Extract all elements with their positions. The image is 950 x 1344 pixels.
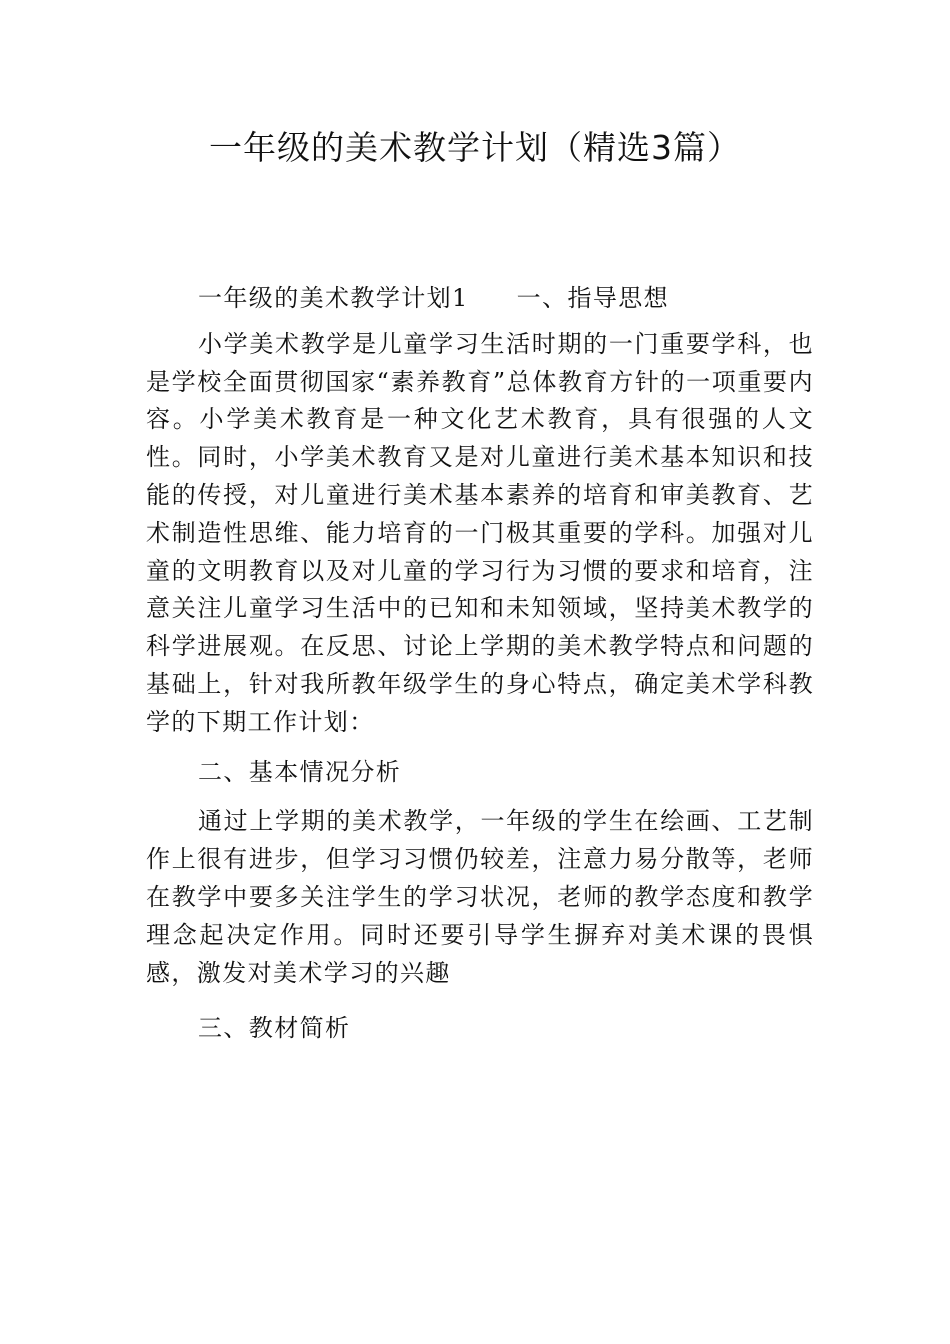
document-body — [146, 280, 814, 1048]
spacer — [146, 992, 814, 1010]
plan-label: 一年级的美术教学计划1 — [198, 284, 469, 312]
paragraph-guiding-thought: 小学美术教学是儿童学习生活时期的一门重要学科，也是学校全面贯彻国家“素养教育”总体教育方针的一项重要内容。小学美术教育是一种文化艺术教育，具有很强的人文性。同时，小学美术教育又是对儿童进行美术基本知识和技能的传授，对儿童进行美术基本素养的培育和审美教育、艺术制造性思维、能力培育的一门极其重要的学科。加强对儿童的文明教育以及对儿童的学习行为习惯的要求和培育，注意关注儿童学习生活中的已知和未知领域，坚持美术教学的科学进展观。在反思、讨论上学期的美术教学特点和问题的基础上，针对我所教年级学生的身心特点，确定美术学科教学的下期工作计划： — [146, 329, 814, 736]
section-heading-1: 一、指导思想 — [516, 284, 670, 312]
section-heading-3: 三、教材简析 — [198, 1014, 351, 1043]
document-title: 一年级的美术教学计划（精选3篇） — [209, 128, 741, 167]
intro-line — [146, 280, 814, 318]
spacer — [146, 791, 814, 803]
spacer — [146, 742, 814, 754]
paragraph-situation-analysis: 通过上学期的美术教学，一年级的学生在绘画、工艺制作上很有进步，但学习习惯仍较差，注意力易分散等，老师在教学中要多关注学生的学习状况，老师的教学态度和教学理念起决定作用。同时还要引导学生摒弃对美术课的畏惧感，激发对美术学习的兴趣 — [146, 807, 814, 987]
section-heading-2: 二、基本情况分析 — [198, 757, 402, 786]
spacer — [146, 318, 814, 326]
